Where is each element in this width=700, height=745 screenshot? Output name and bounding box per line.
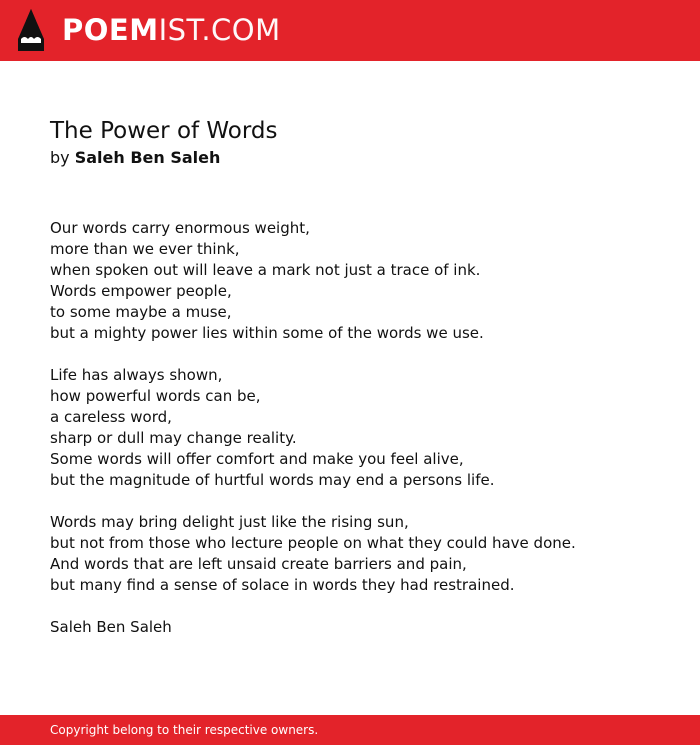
by-label: by	[50, 148, 70, 167]
site-header	[0, 0, 700, 61]
stanza-2	[50, 365, 670, 491]
poem-line: to some maybe a muse,	[50, 303, 232, 321]
poem-author: Saleh Ben Saleh	[74, 148, 221, 167]
poem-line: but a mighty power lies within some of the words we use.	[50, 324, 484, 342]
stanza-3	[50, 512, 670, 596]
stanza-1	[50, 218, 670, 344]
poem-byline	[50, 147, 670, 169]
poem-line: but many find a sense of solace in words they had restrained.	[50, 576, 515, 594]
poem-line: how powerful words can be,	[50, 387, 261, 405]
poem-line: Words may bring delight just like the rising sun,	[50, 513, 409, 531]
poem-line: a careless word,	[50, 408, 172, 426]
poem-line: but not from those who lecture people on what they could have done.	[50, 534, 576, 552]
poem-line: Some words will offer comfort and make you feel alive,	[50, 450, 464, 468]
pencil-tip-icon[interactable]	[18, 9, 44, 51]
poem-body	[50, 218, 670, 638]
brand-bold: POEM	[62, 13, 159, 47]
poem-line: when spoken out will leave a mark not just a trace of ink.	[50, 261, 481, 279]
poem-line: sharp or dull may change reality.	[50, 429, 297, 447]
site-logo-text[interactable]	[62, 13, 281, 47]
poem-line: And words that are left unsaid create barriers and pain,	[50, 555, 467, 573]
brand-light: IST.COM	[158, 13, 281, 47]
poem-signature: Saleh Ben Saleh	[50, 618, 172, 636]
poem-content	[50, 116, 670, 638]
copyright-notice: Copyright belong to their respective owners.	[50, 723, 319, 737]
poem-title: The Power of Words	[50, 118, 278, 144]
poem-line: Words empower people,	[50, 282, 232, 300]
poem-line: more than we ever think,	[50, 240, 240, 258]
site-footer	[0, 715, 700, 745]
poem-line: Life has always shown,	[50, 366, 223, 384]
poem-line: Our words carry enormous weight,	[50, 219, 310, 237]
poem-line: but the magnitude of hurtful words may end a persons life.	[50, 471, 495, 489]
